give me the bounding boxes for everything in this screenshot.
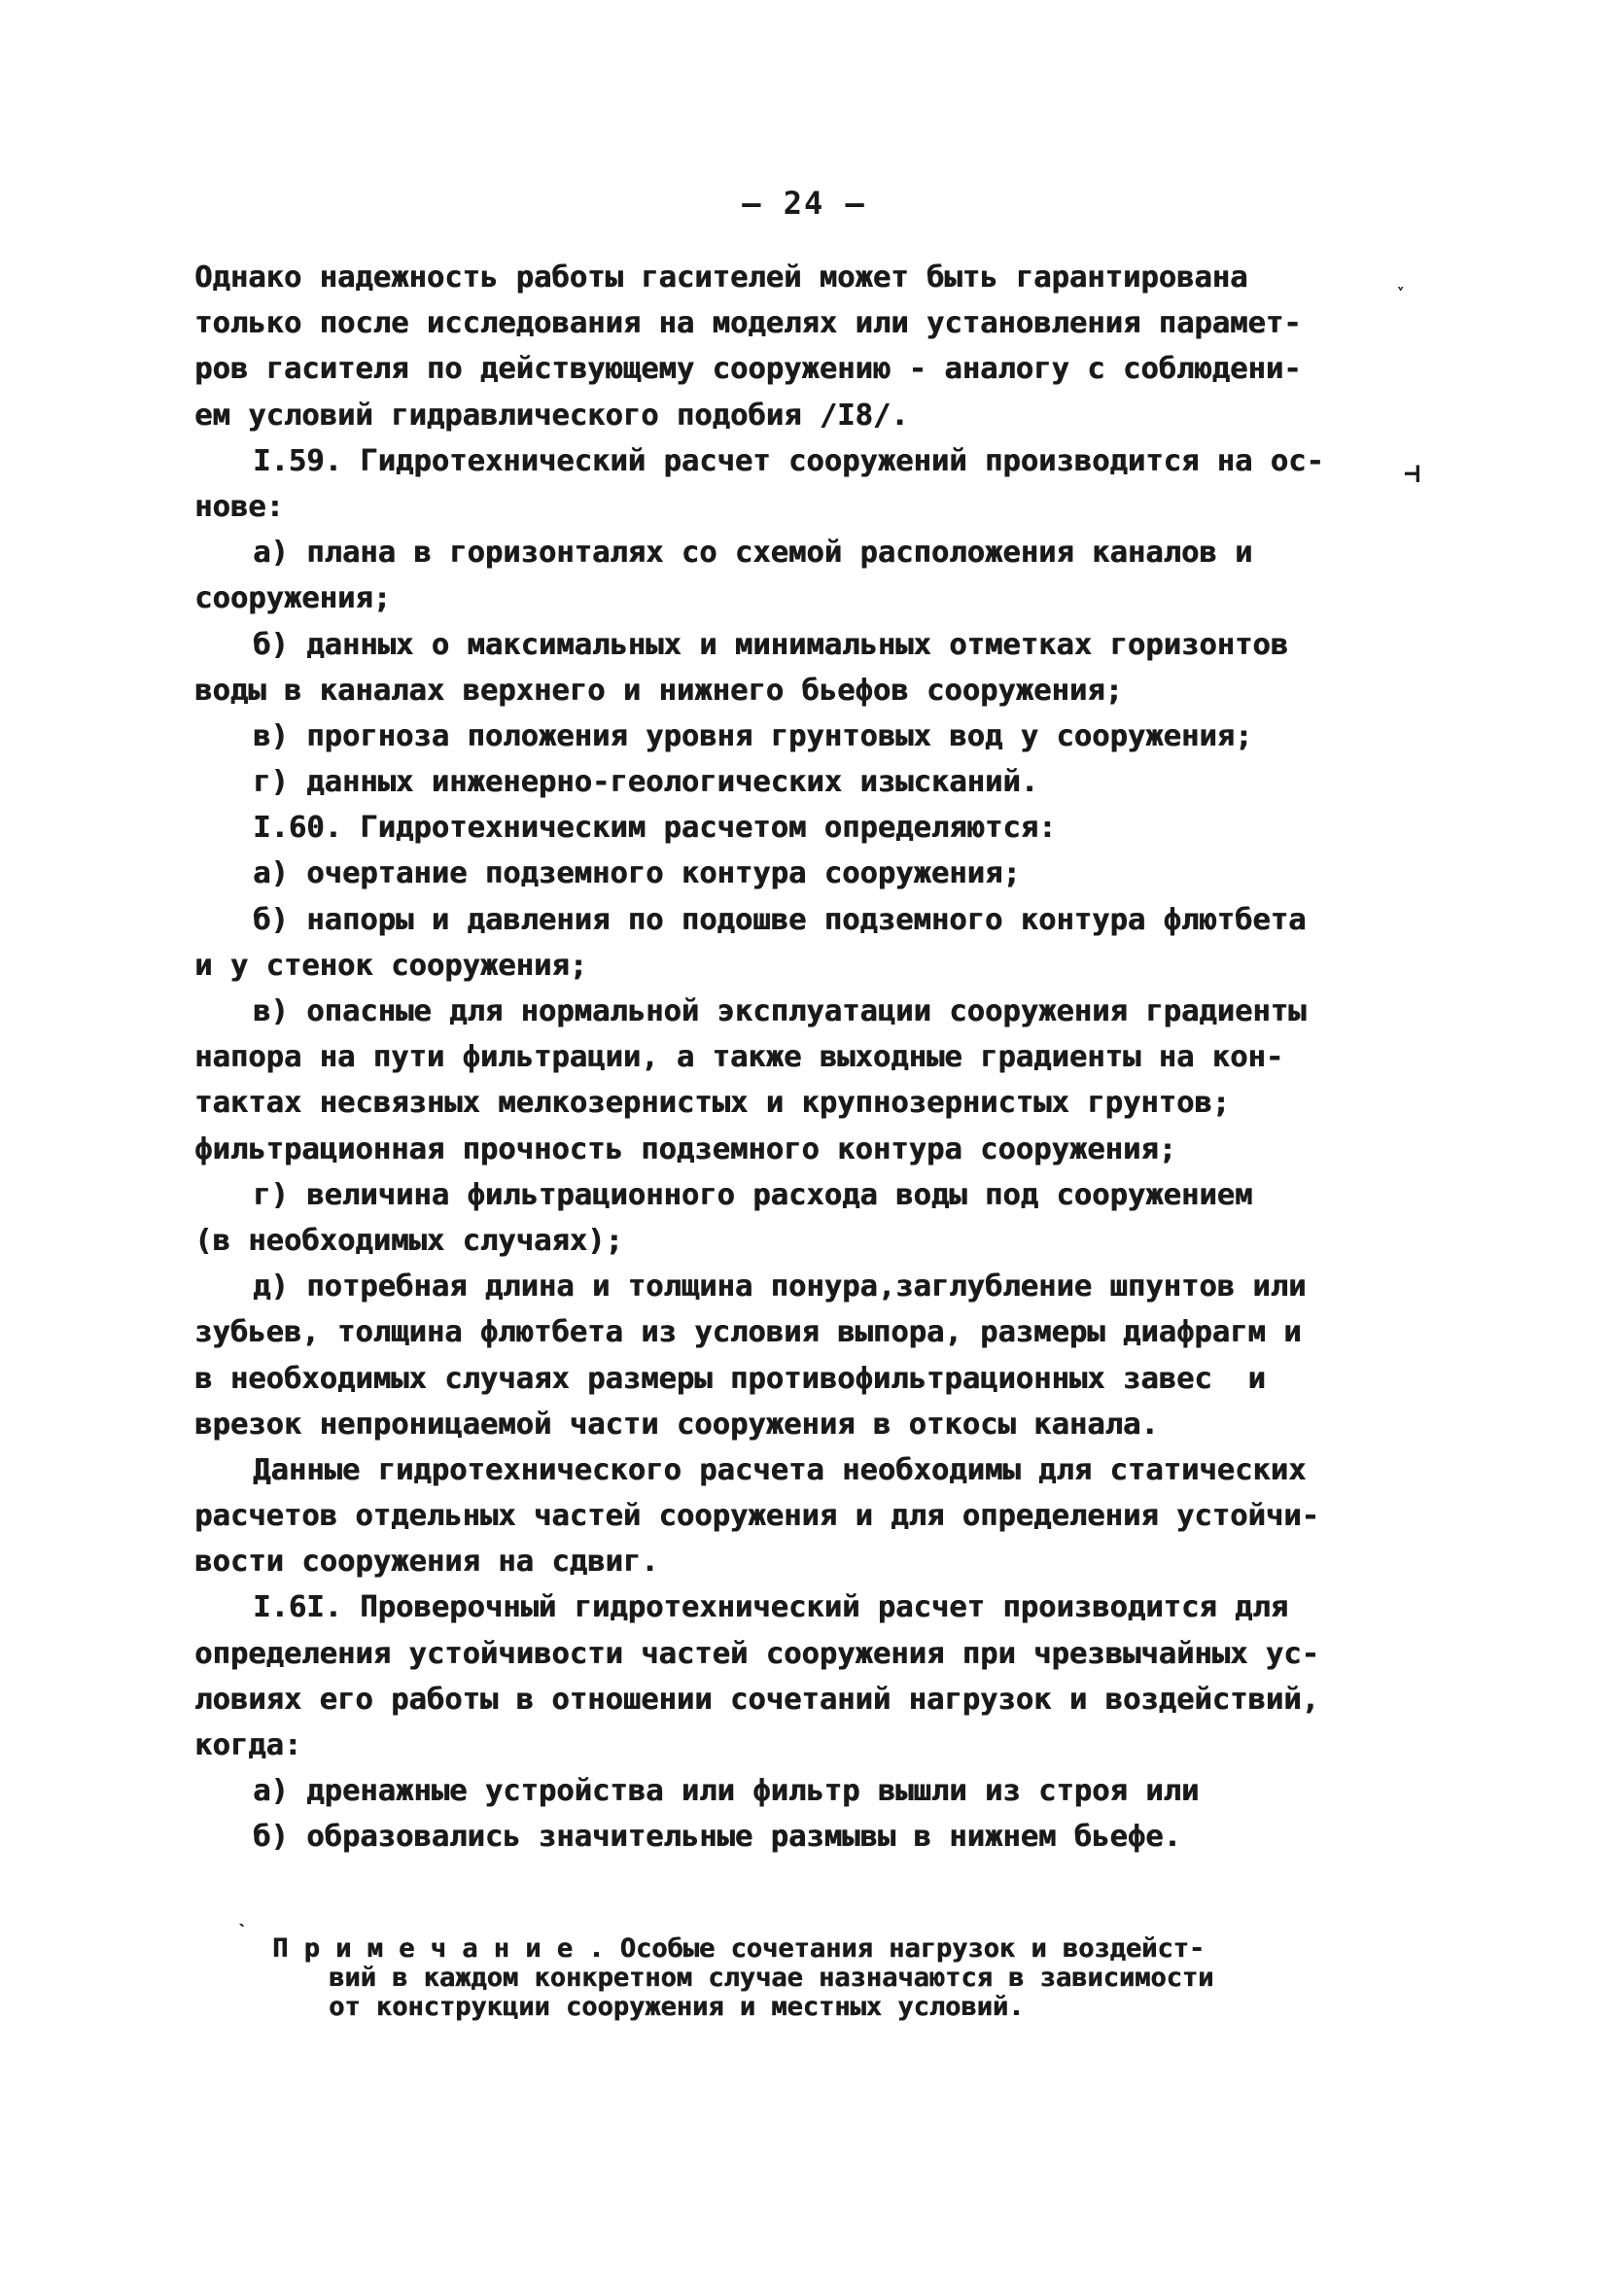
text-line: только после исследования на моделях или установления парамет- xyxy=(194,306,1302,341)
text-line: и у стенок сооружения; xyxy=(194,948,587,983)
text-line: когда: xyxy=(194,1728,302,1762)
text-line: определения устойчивости частей сооружения при чрезвычайных ус- xyxy=(194,1636,1319,1671)
list-item: а) плана в горизонталях со схемой расположения каналов и xyxy=(253,536,1253,571)
margin-tick-mark: ˯ xyxy=(1396,261,1413,293)
text-line: вости сооружения на сдвиг. xyxy=(194,1545,659,1580)
text-line: напора на пути фильтрации, а также выходные градиенты на кон- xyxy=(194,1040,1284,1075)
footnote-note xyxy=(272,1934,1419,2022)
list-item: а) дренажные устройства или фильтр вышли из строя или xyxy=(253,1774,1200,1809)
list-item: б) напоры и давления по подошве подземного контура флютбета xyxy=(253,902,1307,937)
text-line: нове: xyxy=(194,489,284,524)
note-line: от конструкции сооружения и местных условий. xyxy=(329,1992,1025,2022)
note-line: вий в каждом конкретном случае назначаются в зависимости xyxy=(329,1963,1214,1993)
section-heading-1-61: I.6I. Проверочный гидротехнический расчет производится для xyxy=(253,1590,1289,1625)
text-line: воды в каналах верхнего и нижнего бьефов сооружения; xyxy=(194,673,1123,708)
list-item: б) данных о максимальных и минимальных отметках горизонтов xyxy=(253,627,1289,662)
text-line: (в необходимых случаях); xyxy=(194,1223,623,1258)
text-line: в необходимых случаях размеры противофильтрационных завес и xyxy=(194,1361,1266,1396)
text-line: тактах несвязных мелкозернистых и крупнозернистых грунтов; xyxy=(194,1086,1231,1121)
list-item: в) опасные для нормальной эксплуатации сооружения градиенты xyxy=(253,994,1307,1028)
paragraph-start: Данные гидротехнического расчета необходимы для статических xyxy=(253,1452,1307,1487)
list-item: б) образовались значительные размывы в нижнем бьефе. xyxy=(253,1820,1181,1855)
text-line: ров гасителя по действующему сооружению - аналогу с соблюдени- xyxy=(194,352,1302,387)
note-line: П р и м е ч а н и е . Особые сочетания нагрузок и воздейст- xyxy=(272,1933,1206,1964)
body-text xyxy=(194,255,1400,1861)
list-item: д) потребная длина и толщина понура,заглубление шпунтов или xyxy=(253,1270,1307,1305)
list-item: г) величина фильтрационного расхода воды под сооружением xyxy=(253,1177,1253,1212)
text-line: сооружения; xyxy=(194,581,391,616)
page-number: — 24 — xyxy=(742,185,866,222)
text-line: фильтрационная прочность подземного контура сооружения; xyxy=(194,1131,1176,1166)
text-line: зубьев, толщина флютбета из условия выпора, размеры диафрагм и xyxy=(194,1315,1302,1350)
section-heading-1-60: I.60. Гидротехническим расчетом определяются: xyxy=(253,811,1057,846)
list-item: а) очертание подземного контура сооружения; xyxy=(253,856,1021,891)
margin-scribble-mark: ˋ xyxy=(235,1921,249,1945)
list-item: г) данных инженерно-геологических изысканий. xyxy=(253,765,1038,800)
margin-bracket-mark: ⊣ xyxy=(1404,457,1420,489)
text-line: ловиях его работы в отношении сочетаний нагрузок и воздействий, xyxy=(194,1682,1319,1717)
text-line: расчетов отдельных частей сооружения и для определения устойчи- xyxy=(194,1499,1319,1534)
text-line: врезок непроницаемой части сооружения в откосы канала. xyxy=(194,1407,1159,1442)
section-heading-1-59: I.59. Гидротехнический расчет сооружений производится на ос- xyxy=(253,443,1324,478)
text-line: ем условий гидравлического подобия /I8/. xyxy=(194,398,909,433)
text-line: Однако надежность работы гасителей может быть гарантирована xyxy=(194,261,1248,295)
list-item: в) прогноза положения уровня грунтовых вод у сооружения; xyxy=(253,718,1253,753)
